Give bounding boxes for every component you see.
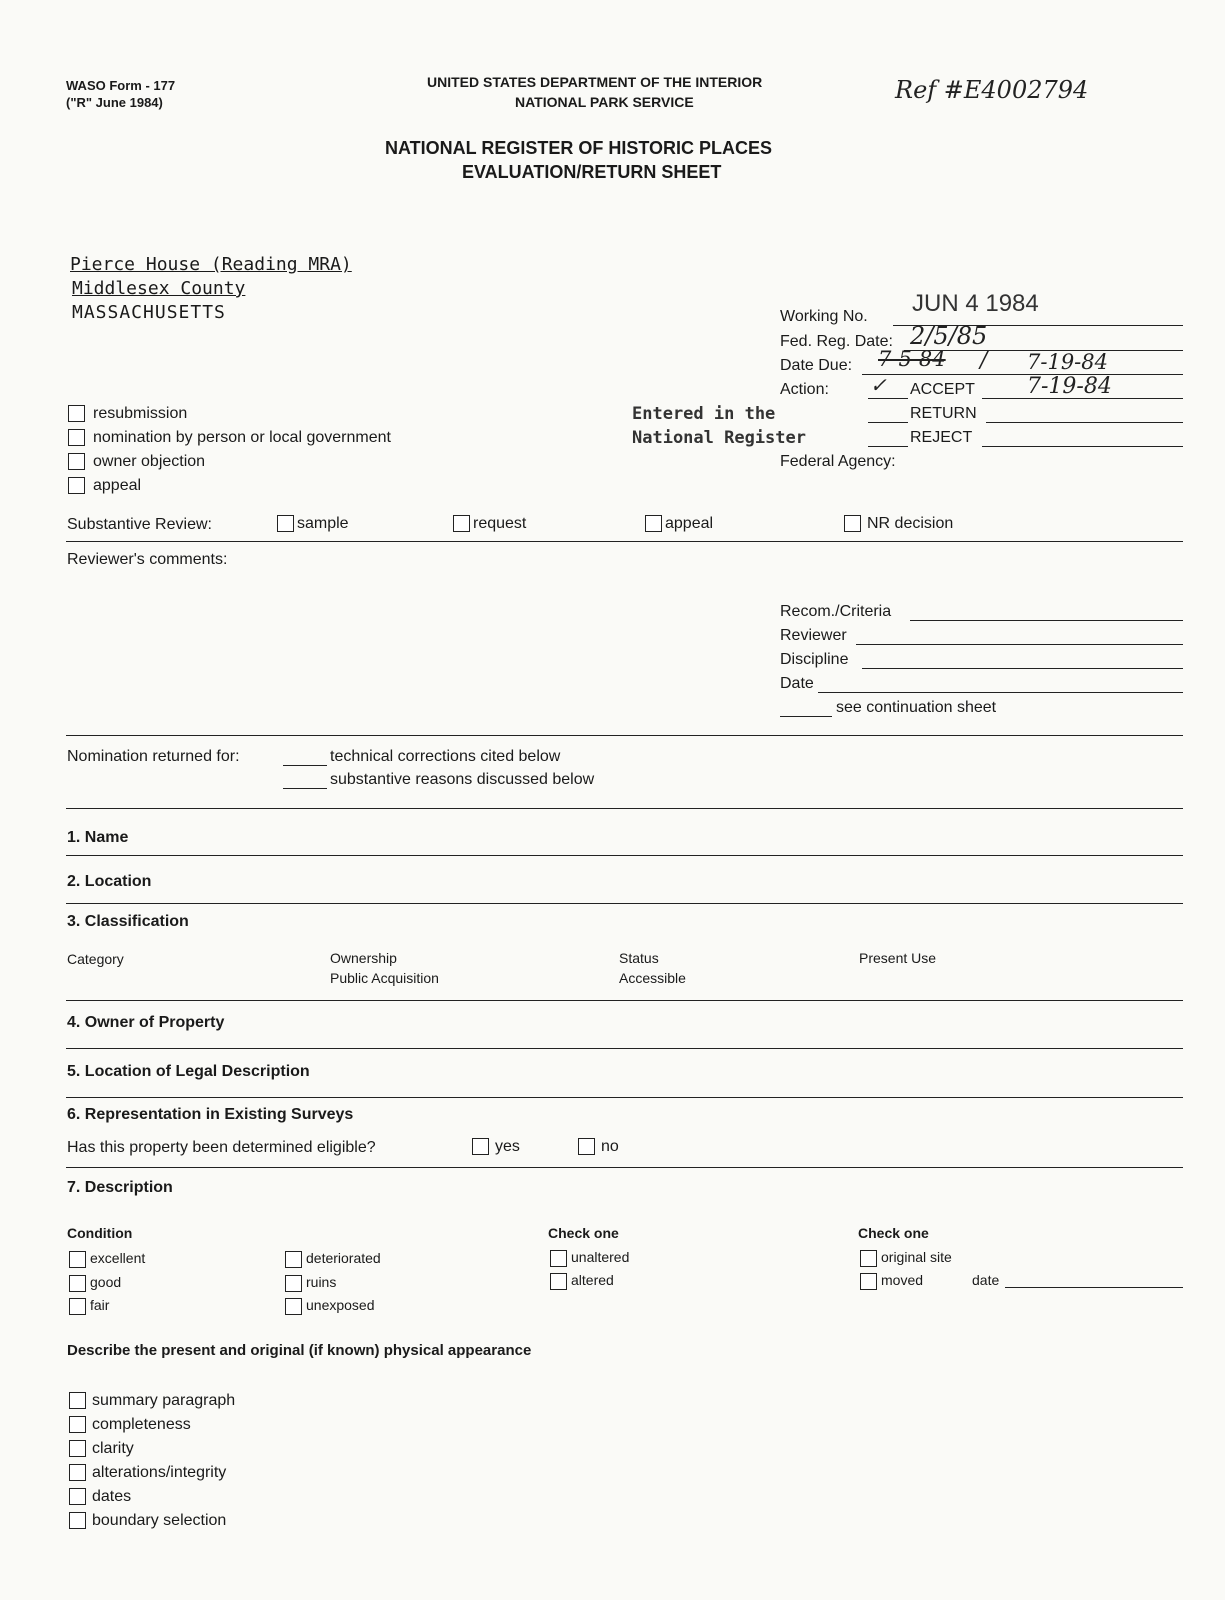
resubmission-checkbox[interactable]: resubmission [68, 404, 187, 424]
section-1-name: 1. Name [67, 829, 129, 846]
date-line [818, 692, 1183, 693]
date-due-separator: / [980, 348, 988, 373]
technical-corrections-label: technical corrections cited below [330, 748, 561, 765]
checkbox-box [68, 429, 85, 446]
section-7-description: 7. Description [67, 1179, 173, 1196]
property-state: MASSACHUSETTS [72, 302, 226, 323]
moved-date-label: date [972, 1272, 1000, 1288]
checkbox-box [578, 1138, 595, 1155]
form-revision: ("R" June 1984) [66, 95, 163, 110]
reviewer-line [856, 644, 1183, 645]
date-due-line [862, 374, 1183, 375]
eligible-no-checkbox[interactable]: no [578, 1137, 619, 1157]
moved-checkbox[interactable]: moved [860, 1270, 923, 1290]
ruins-checkbox[interactable]: ruins [285, 1272, 336, 1292]
checkbox-box [860, 1273, 877, 1290]
checkbox-box [69, 1392, 86, 1409]
return-blank [868, 422, 908, 423]
accept-check-mark: ✓ [870, 373, 887, 397]
federal-agency-label: Federal Agency: [780, 453, 896, 470]
clarity-checkbox[interactable]: clarity [69, 1439, 134, 1459]
sample-checkbox[interactable]: sample [277, 514, 349, 534]
checkbox-box [453, 515, 470, 532]
nomination-returned-label: Nomination returned for: [67, 748, 240, 765]
checkbox-box [68, 477, 85, 494]
accessible-label: Accessible [619, 970, 686, 986]
eligible-yes-checkbox[interactable]: yes [472, 1137, 520, 1157]
property-county: Middlesex County [72, 278, 246, 299]
section-4-owner: 4. Owner of Property [67, 1014, 225, 1031]
alterations-integrity-checkbox[interactable]: alterations/integrity [69, 1463, 226, 1483]
public-acquisition-label: Public Acquisition [330, 970, 439, 986]
check-one-label-a: Check one [548, 1225, 619, 1241]
checkbox-box [550, 1273, 567, 1290]
checkbox-box [69, 1440, 86, 1457]
recom-criteria-label: Recom./Criteria [780, 603, 892, 620]
altered-checkbox[interactable]: altered [550, 1270, 614, 1290]
status-label: Status [619, 950, 659, 966]
checkbox-box [645, 515, 662, 532]
reject-label: REJECT [910, 429, 973, 446]
substantive-reasons-label: substantive reasons discussed below [330, 771, 595, 788]
moved-date-line [1005, 1287, 1183, 1288]
accept-date: 7-19-84 [1027, 374, 1112, 399]
divider [66, 855, 1183, 856]
department-name: UNITED STATES DEPARTMENT OF THE INTERIOR [427, 74, 763, 90]
reviewers-comments-label: Reviewer's comments: [67, 551, 228, 568]
recom-criteria-line [910, 620, 1183, 621]
nr-decision-checkbox[interactable]: NR decision [844, 514, 953, 534]
property-name: Pierce House (Reading MRA) [70, 254, 352, 275]
checkbox-box [69, 1251, 86, 1268]
entered-stamp-line2: National Register [632, 428, 806, 448]
describe-heading: Describe the present and original (if known) physical appearance [67, 1342, 532, 1359]
checkbox-box [69, 1488, 86, 1505]
substantive-blank [283, 788, 327, 789]
discipline-label: Discipline [780, 651, 849, 668]
checkbox-box [550, 1250, 567, 1267]
divider [66, 1048, 1183, 1049]
reference-number: Ref #E4002794 [895, 76, 1089, 104]
request-checkbox[interactable]: request [453, 514, 526, 534]
reject-line [982, 446, 1183, 447]
continuation-blank [780, 716, 832, 717]
accept-label: ACCEPT [910, 381, 975, 398]
checkbox-box [69, 1275, 86, 1292]
divider [66, 1097, 1183, 1098]
section-6-surveys: 6. Representation in Existing Surveys [67, 1106, 354, 1123]
divider [66, 1167, 1183, 1168]
return-label: RETURN [910, 405, 977, 422]
boundary-selection-checkbox[interactable]: boundary selection [69, 1511, 226, 1531]
eligible-question: Has this property been determined eligible? [67, 1139, 376, 1156]
checkbox-box [68, 453, 85, 470]
good-checkbox[interactable]: good [69, 1272, 121, 1292]
divider [66, 735, 1183, 736]
unaltered-checkbox[interactable]: unaltered [550, 1247, 629, 1267]
service-name: NATIONAL PARK SERVICE [515, 94, 694, 110]
fair-checkbox[interactable]: fair [69, 1295, 109, 1315]
unexposed-checkbox[interactable]: unexposed [285, 1295, 375, 1315]
fed-reg-date: 2/5/85 [910, 322, 988, 350]
divider [66, 541, 1183, 542]
date-due-value-1: 7-5-84 [878, 347, 946, 371]
owner-objection-checkbox[interactable]: owner objection [68, 452, 205, 472]
accept-blank [868, 398, 908, 399]
technical-blank [283, 765, 327, 766]
reject-blank [868, 446, 908, 447]
checkbox-box [69, 1298, 86, 1315]
divider [66, 808, 1183, 809]
dates-checkbox[interactable]: dates [69, 1487, 131, 1507]
date-due-value-2: 7-19-84 [1027, 350, 1108, 374]
working-no-label: Working No. [780, 308, 868, 325]
substantive-review-label: Substantive Review: [67, 516, 212, 533]
checkbox-box [277, 515, 294, 532]
checkbox-box [69, 1464, 86, 1481]
checkbox-box [285, 1275, 302, 1292]
section-5-legal-description: 5. Location of Legal Description [67, 1063, 310, 1080]
check-one-label-b: Check one [858, 1225, 929, 1241]
working-no-stamp: JUN 4 1984 [912, 290, 1039, 317]
section-3-classification: 3. Classification [67, 913, 189, 930]
discipline-line [862, 668, 1183, 669]
checkbox-box [69, 1416, 86, 1433]
form-title-line2: EVALUATION/RETURN SHEET [462, 162, 722, 182]
divider [66, 903, 1183, 904]
form-title-line1: NATIONAL REGISTER OF HISTORIC PLACES [385, 138, 773, 158]
checkbox-box [860, 1250, 877, 1267]
checkbox-box [68, 405, 85, 422]
summary-paragraph-checkbox[interactable]: summary paragraph [69, 1391, 235, 1411]
checkbox-box [69, 1512, 86, 1529]
appeal-checkbox[interactable]: appeal [68, 476, 141, 496]
checkbox-box [285, 1298, 302, 1315]
deteriorated-checkbox[interactable]: deteriorated [285, 1248, 381, 1268]
reviewer-label: Reviewer [780, 627, 847, 644]
divider [66, 1000, 1183, 1001]
action-label: Action: [780, 381, 829, 398]
completeness-checkbox[interactable]: completeness [69, 1415, 191, 1435]
nomination-checkbox[interactable]: nomination by person or local government [68, 428, 391, 448]
checkbox-box [472, 1138, 489, 1155]
substantive-appeal-checkbox[interactable]: appeal [645, 514, 713, 534]
continuation-label: see continuation sheet [836, 699, 997, 716]
entered-stamp-line1: Entered in the [632, 404, 776, 424]
section-2-location: 2. Location [67, 873, 152, 890]
checkbox-box [285, 1251, 302, 1268]
ownership-label: Ownership [330, 950, 397, 966]
condition-label: Condition [67, 1225, 133, 1241]
original-site-checkbox[interactable]: original site [860, 1247, 952, 1267]
date-due-label: Date Due: [780, 357, 853, 374]
category-label: Category [67, 951, 124, 967]
present-use-label: Present Use [859, 950, 937, 966]
date-label: Date [780, 675, 814, 692]
excellent-checkbox[interactable]: excellent [69, 1248, 145, 1268]
form-id: WASO Form - 177 [66, 78, 176, 93]
checkbox-box [844, 515, 861, 532]
return-line [986, 422, 1183, 423]
fed-reg-label: Fed. Reg. Date: [780, 333, 893, 350]
